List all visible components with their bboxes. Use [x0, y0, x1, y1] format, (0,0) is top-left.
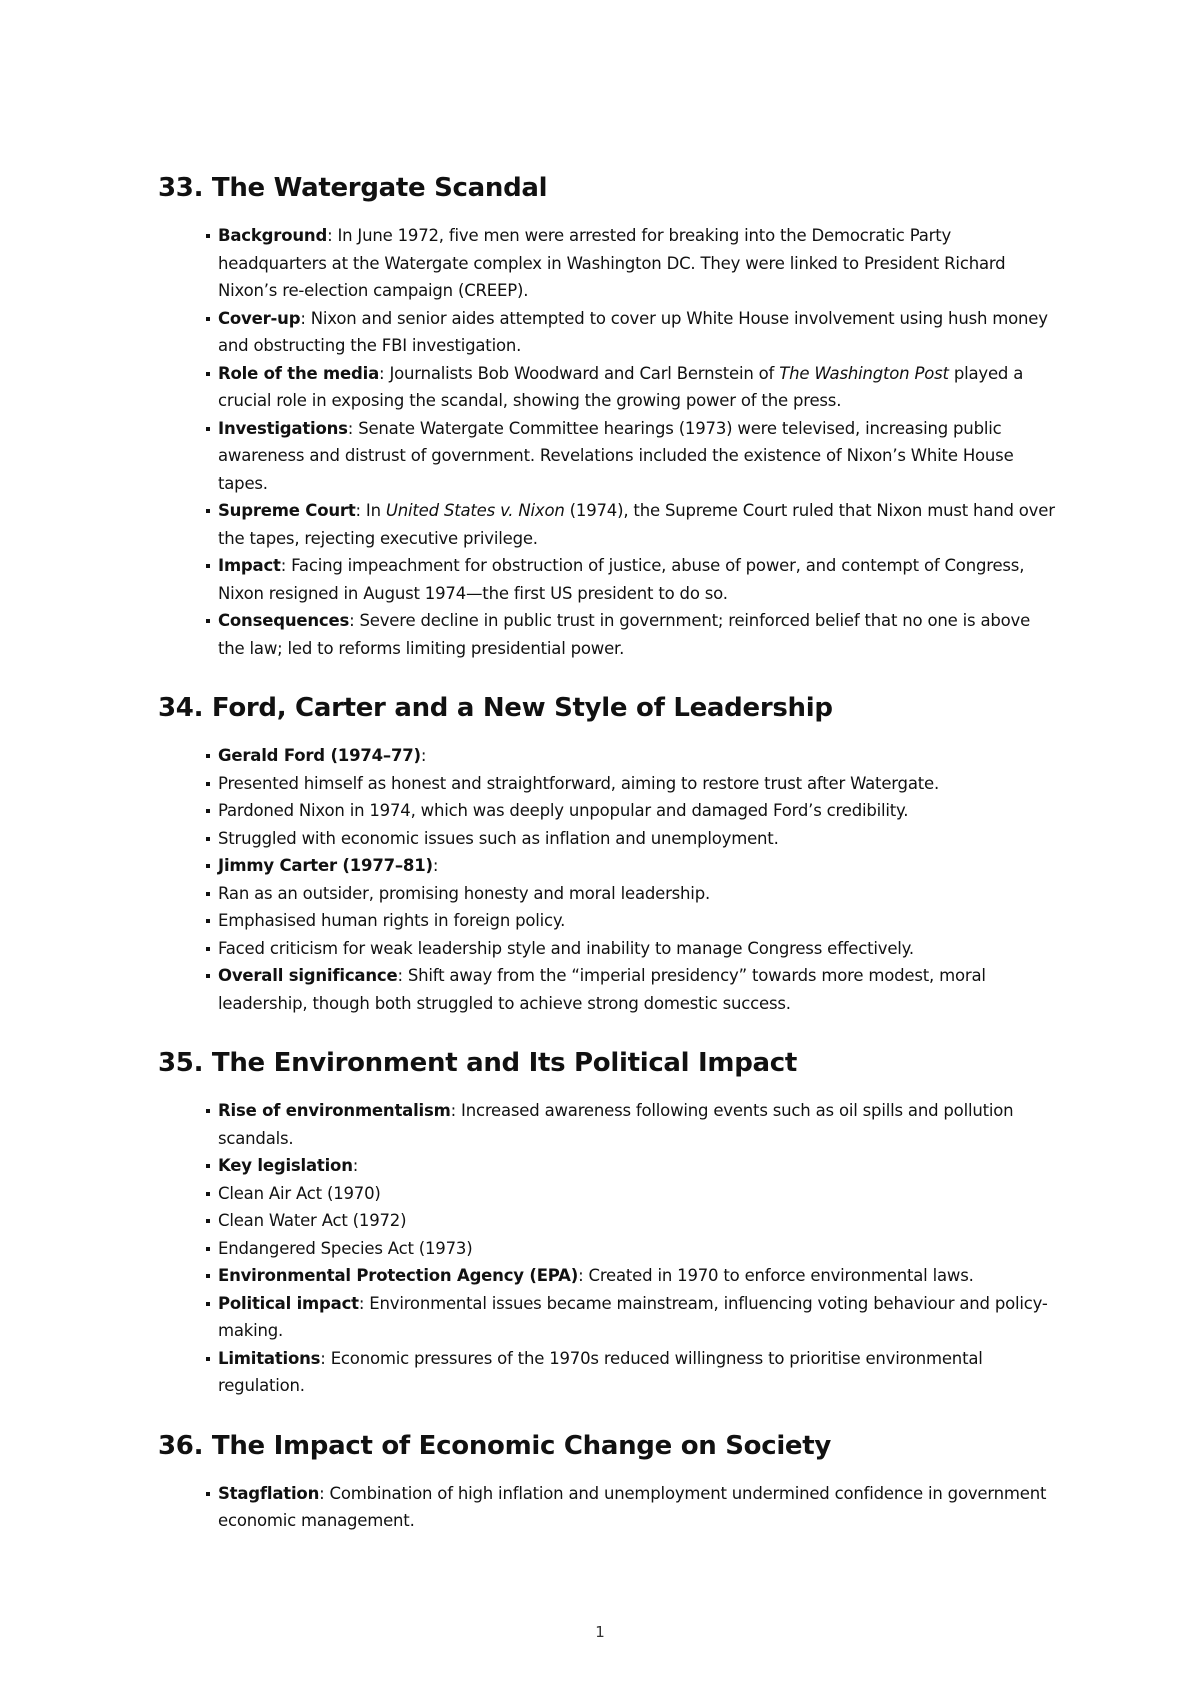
item-label: Role of the media: [218, 363, 380, 383]
list-item: [158, 1235, 1058, 1263]
item-label: Investigations: [218, 418, 348, 438]
bullet-list: [158, 1097, 1058, 1400]
list-item: [158, 1207, 1058, 1235]
list-item: [158, 852, 1058, 880]
list-item: [158, 1290, 1058, 1345]
list-item: [158, 1262, 1058, 1290]
item-text: Ran as an outsider, promising honesty and moral leadership.: [218, 883, 711, 903]
item-label: Overall significance: [218, 966, 398, 985]
item-text: : Environmental issues became mainstream, influencing voting behaviour and policy-making.: [218, 1293, 1048, 1340]
item-text: :: [432, 856, 439, 875]
item-italic: The Washington Post: [779, 363, 949, 383]
item-text: Endangered Species Act (1973): [218, 1238, 473, 1258]
list-item: [158, 1097, 1058, 1152]
item-text: :: [352, 1156, 359, 1175]
list-item: [158, 1180, 1058, 1208]
section-title: 35. The Environment and Its Political Impact: [158, 1048, 797, 1078]
item-label: Key legislation: [218, 1156, 353, 1175]
item-text: : Senate Watergate Committee hearings (1973) were televised, increasing public awareness and distrust of government. Revelations included the existence of Nixon’s White House tapes.: [218, 418, 1014, 493]
item-label: Consequences: [218, 611, 350, 630]
item-italic: United States v. Nixon: [385, 501, 565, 520]
list-item: [158, 497, 1058, 552]
item-label: Jimmy Carter (1977–81): [218, 856, 433, 875]
item-text: Clean Water Act (1972): [218, 1211, 407, 1230]
list-item: [158, 770, 1058, 798]
item-text: : In June 1972, five men were arrested for breaking into the Democratic Party headquarters at the Watergate complex in Washington DC. They were linked to President Richard Nixon’s re-election campaign (CREEP).: [218, 226, 1006, 300]
section-economic-change: [158, 1430, 1058, 1535]
bullet-list: [158, 742, 1058, 1017]
item-text-before: : In: [355, 501, 386, 520]
document-page: [158, 172, 1058, 1565]
item-text: Emphasised human rights in foreign policy.: [218, 911, 566, 930]
item-text: : Facing impeachment for obstruction of justice, abuse of power, and contempt of Congress, Nixon resigned in August 1974—the first US president to do so.: [218, 556, 1025, 603]
list-item: [158, 880, 1058, 908]
section-environment: [158, 1047, 1058, 1400]
section-title: 34. Ford, Carter and a New Style of Leadership: [158, 693, 833, 723]
list-item: [158, 797, 1058, 825]
item-text: (1974), the Supreme Court ruled that Nixon must hand over the tapes, rejecting executive privilege.: [218, 501, 1055, 548]
list-item: [158, 1152, 1058, 1180]
item-text: played a crucial role in exposing the scandal, showing the growing power of the press.: [218, 363, 1024, 410]
item-text: : Increased awareness following events such as oil spills and pollution scandals.: [218, 1101, 1014, 1148]
list-item: [158, 962, 1058, 1017]
item-text: Clean Air Act (1970): [218, 1183, 381, 1203]
item-label: Political impact: [218, 1293, 359, 1313]
item-text: :: [420, 746, 427, 765]
list-item: [158, 907, 1058, 935]
list-item: [158, 1345, 1058, 1400]
item-label: Background: [218, 226, 328, 245]
item-label: Supreme Court: [218, 501, 356, 520]
list-item: [158, 607, 1058, 662]
item-text: Struggled with economic issues such as inflation and unemployment.: [218, 828, 779, 848]
list-item: [158, 305, 1058, 360]
item-text: : Combination of high inflation and unemployment undermined confidence in government economic management.: [218, 1483, 1047, 1530]
item-text: : Shift away from the “imperial presidency” towards more modest, moral leadership, though both struggled to achieve strong domestic success.: [218, 966, 986, 1013]
section-title: 33. The Watergate Scandal: [158, 173, 548, 203]
list-item: [158, 360, 1058, 415]
item-text: : Economic pressures of the 1970s reduced willingness to prioritise environmental regulation.: [218, 1348, 983, 1395]
item-text: Faced criticism for weak leadership style and inability to manage Congress effectively.: [218, 938, 914, 958]
item-text-before: : Journalists Bob Woodward and Carl Bernstein of: [379, 363, 780, 383]
item-label: Environmental Protection Agency (EPA): [218, 1266, 579, 1285]
item-text: : Severe decline in public trust in government; reinforced belief that no one is above the law; led to reforms limiting presidential power.: [218, 611, 1031, 658]
item-text: : Created in 1970 to enforce environmental laws.: [578, 1266, 974, 1285]
section-ford-carter: [158, 692, 1058, 1017]
bullet-list: [158, 222, 1058, 662]
item-label: Impact: [218, 556, 281, 575]
item-text: Presented himself as honest and straightforward, aiming to restore trust after Watergate.: [218, 773, 940, 793]
item-label: Stagflation: [218, 1483, 320, 1503]
list-item: [158, 742, 1058, 770]
item-label: Gerald Ford (1974–77): [218, 746, 421, 765]
item-label: Rise of environmentalism: [218, 1101, 451, 1120]
list-item: [158, 415, 1058, 498]
item-label: Cover-up: [218, 308, 301, 328]
list-item: [158, 1480, 1058, 1535]
item-text: Pardoned Nixon in 1974, which was deeply unpopular and damaged Ford’s credibility.: [218, 801, 909, 820]
list-item: [158, 825, 1058, 853]
bullet-list: [158, 1480, 1058, 1535]
item-text: : Nixon and senior aides attempted to cover up White House involvement using hush money and obstructing the FBI investigation.: [218, 308, 1048, 355]
page-number: 1: [595, 1623, 605, 1641]
section-watergate: [158, 172, 1058, 662]
item-label: Limitations: [218, 1348, 321, 1368]
list-item: [158, 552, 1058, 607]
list-item: [158, 222, 1058, 305]
section-title: 36. The Impact of Economic Change on Society: [158, 1430, 832, 1461]
list-item: [158, 935, 1058, 963]
